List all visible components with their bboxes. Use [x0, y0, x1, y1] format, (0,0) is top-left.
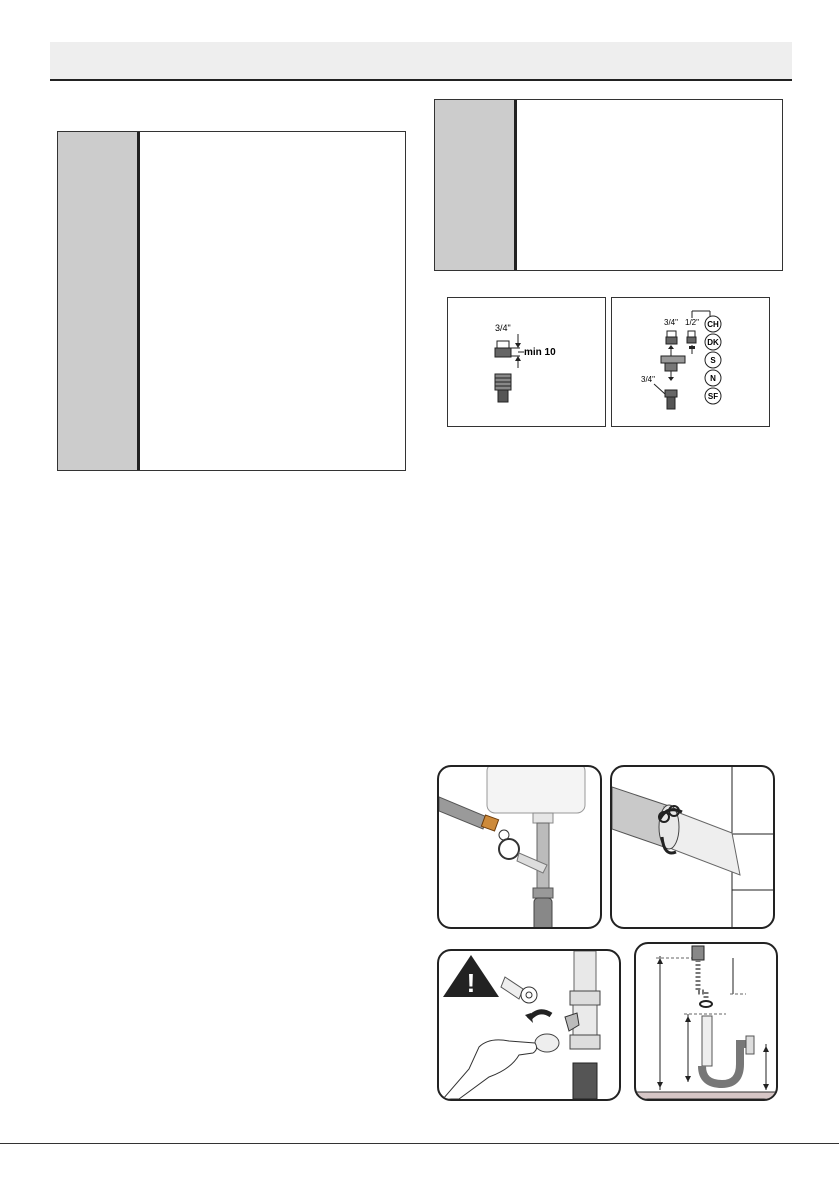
- figure-hose-connection: [447, 297, 606, 427]
- size-label-c: 3/4": [641, 375, 655, 384]
- hose-clamp-drawing: [612, 767, 773, 927]
- note-box-right: [434, 99, 783, 271]
- warning-symbol: !: [466, 968, 476, 998]
- size-label: 3/4": [495, 323, 511, 333]
- warning-triangle-icon: [443, 955, 499, 998]
- illustration-siphon-height: [634, 942, 778, 1101]
- drain-hose-sink-drawing: [439, 767, 600, 927]
- country-n: N: [710, 374, 716, 383]
- country-ch: CH: [707, 320, 719, 329]
- min-label: min 10: [524, 347, 556, 358]
- size-label-b: 1/2": [685, 318, 699, 327]
- illustration-drain-hose-sink: [437, 765, 602, 929]
- note-box-left: [57, 131, 406, 471]
- illustration-remove-cap: [437, 949, 621, 1101]
- footer-rule: [0, 1143, 839, 1144]
- illustration-hose-clamp: [610, 765, 775, 929]
- adapter-diagram: [612, 298, 769, 426]
- siphon-height-drawing: [636, 944, 776, 1099]
- size-label-a: 3/4": [664, 318, 678, 327]
- remove-cap-drawing: [439, 951, 619, 1099]
- figure-country-adapters: [611, 297, 770, 427]
- note-box-side-panel: [58, 132, 140, 470]
- section-header-bar: [50, 42, 792, 81]
- country-list: [705, 316, 721, 404]
- country-dk: DK: [707, 338, 719, 347]
- note-box-side-panel: [435, 100, 517, 270]
- country-sf: SF: [707, 392, 719, 401]
- hose-connection-diagram: [448, 298, 605, 426]
- country-s: S: [710, 356, 716, 365]
